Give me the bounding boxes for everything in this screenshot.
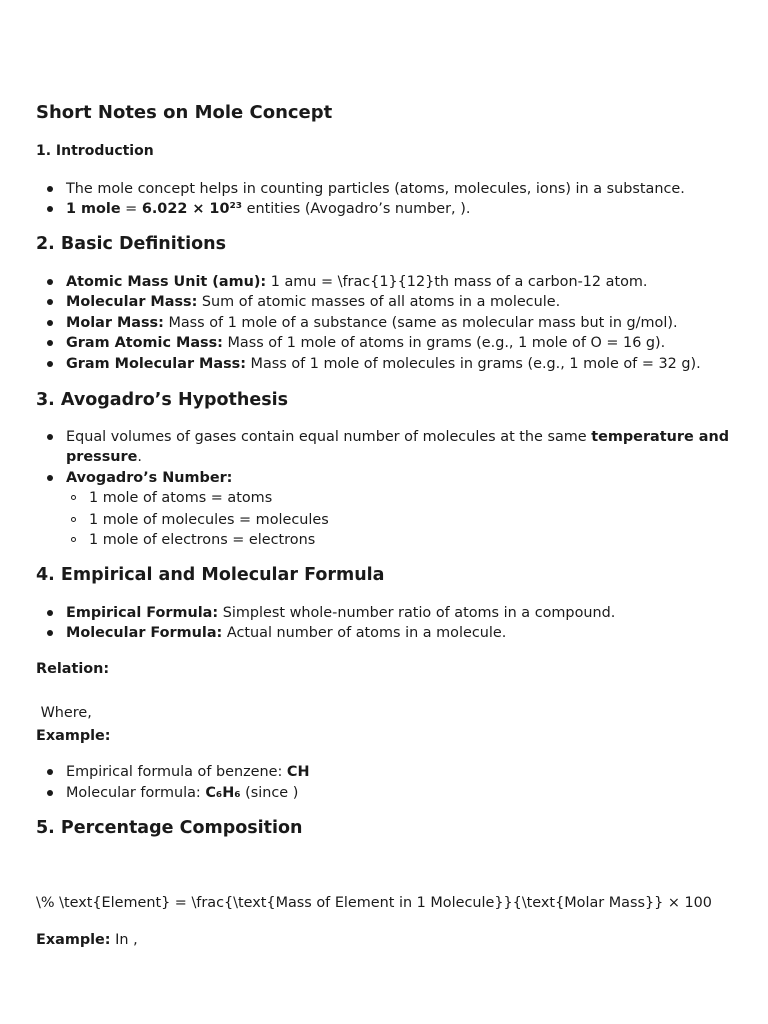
avogadro-subitem-atoms-text: 1 mole of atoms = atoms [89, 490, 273, 506]
basic-item-gram-atomic-mass-text: Mass of 1 mole of atoms in grams (e.g., 1 mole of O = 16 g). [222, 335, 666, 351]
avogadro-item-1-bold: temperature and pressure [66, 429, 730, 465]
formula-example-molecular [66, 783, 298, 803]
basic-item-molar-mass-term: Molar Mass: [66, 315, 164, 331]
basic-item-gram-atomic-mass [66, 333, 665, 353]
percentage-example [36, 930, 138, 950]
basic-item-amu-text: 1 amu = \frac{1}{12}th mass of a carbon-12 atom. [266, 274, 648, 290]
basic-item-amu-term: Atomic Mass Unit (amu): [66, 274, 267, 290]
avogadro-item-1-text: Equal volumes of gases contain equal number of molecules at the same [66, 429, 592, 445]
avogadro-number-label: Avogadro’s Number: [66, 470, 233, 486]
avogadro-heading: 3. Avogadro’s Hypothesis [36, 390, 289, 410]
formula-example-empirical-bold: CH [286, 764, 310, 780]
formula-heading: 4. Empirical and Molecular Formula [36, 565, 385, 585]
percentage-heading: 5. Percentage Composition [36, 818, 303, 838]
formula-example-molecular-text: Molecular formula: [66, 785, 206, 801]
avogadro-item-1-end: . [137, 449, 142, 465]
avogadro-subitem-electrons-text: 1 mole of electrons = electrons [89, 532, 316, 548]
where-text: Where, [36, 705, 92, 721]
basic-item-molar-mass [66, 313, 678, 333]
basic-item-amu [66, 272, 648, 292]
avogadro-item-1 [66, 427, 736, 467]
formula-example-molecular-after: (since ) [240, 785, 299, 801]
formula-example-label: Example: [36, 728, 111, 744]
formula-item-empirical-term: Empirical Formula: [66, 605, 219, 621]
avogadro-subitem-molecules-text: 1 mole of molecules = molecules [89, 512, 329, 528]
avogadro-item-2 [66, 468, 232, 488]
intro-heading: 1. Introduction [36, 143, 154, 159]
basic-heading: 2. Basic Definitions [36, 234, 227, 254]
intro-item-1 [66, 179, 685, 199]
basic-item-molar-mass-text: Mass of 1 mole of a substance (same as molecular mass but in g/mol). [163, 315, 678, 331]
page-title: Short Notes on Mole Concept [36, 102, 333, 123]
intro-item-2-term: 1 mole [66, 201, 121, 217]
basic-item-gram-molecular-mass-text: Mass of 1 mole of molecules in grams (e.g., 1 mole of = 32 g). [245, 356, 701, 372]
formula-item-molecular-term: Molecular Formula: [66, 625, 223, 641]
formula-item-empirical-text: Simplest whole-number ratio of atoms in a compound. [218, 605, 616, 621]
percentage-formula: \% \text{Element} = \frac{\text{Mass of Element in 1 Molecule}}{\text{Molar Mass}} × 100 [36, 895, 712, 911]
avogadro-subitem-electrons [89, 530, 315, 550]
percentage-example-text: In , [110, 932, 138, 948]
intro-item-2-mid: = [120, 201, 142, 217]
intro-item-1-text: The mole concept helps in counting particles (atoms, molecules, ions) in a substance. [66, 181, 685, 197]
percentage-example-label: Example: [36, 932, 111, 948]
formula-item-molecular-text: Actual number of atoms in a molecule. [222, 625, 507, 641]
intro-item-2-rest: entities (Avogadro’s number, ). [242, 201, 471, 217]
formula-item-molecular [66, 623, 506, 643]
formula-example-empirical [66, 762, 310, 782]
relation-label: Relation: [36, 661, 110, 677]
avogadro-subitem-molecules [89, 510, 329, 530]
formula-item-empirical [66, 603, 615, 623]
intro-item-2-value: 6.022 × 10²³ [141, 201, 243, 217]
basic-item-gram-molecular-mass [66, 354, 701, 374]
formula-example-molecular-bold: C₆H₆ [205, 785, 241, 801]
basic-item-gram-molecular-mass-term: Gram Molecular Mass: [66, 356, 246, 372]
intro-item-2 [66, 199, 470, 219]
avogadro-subitem-atoms [89, 488, 272, 508]
basic-item-molecular-mass [66, 292, 560, 312]
basic-item-molecular-mass-text: Sum of atomic masses of all atoms in a molecule. [197, 294, 561, 310]
basic-item-gram-atomic-mass-term: Gram Atomic Mass: [66, 335, 223, 351]
basic-item-molecular-mass-term: Molecular Mass: [66, 294, 198, 310]
formula-example-empirical-text: Empirical formula of benzene: [66, 764, 287, 780]
